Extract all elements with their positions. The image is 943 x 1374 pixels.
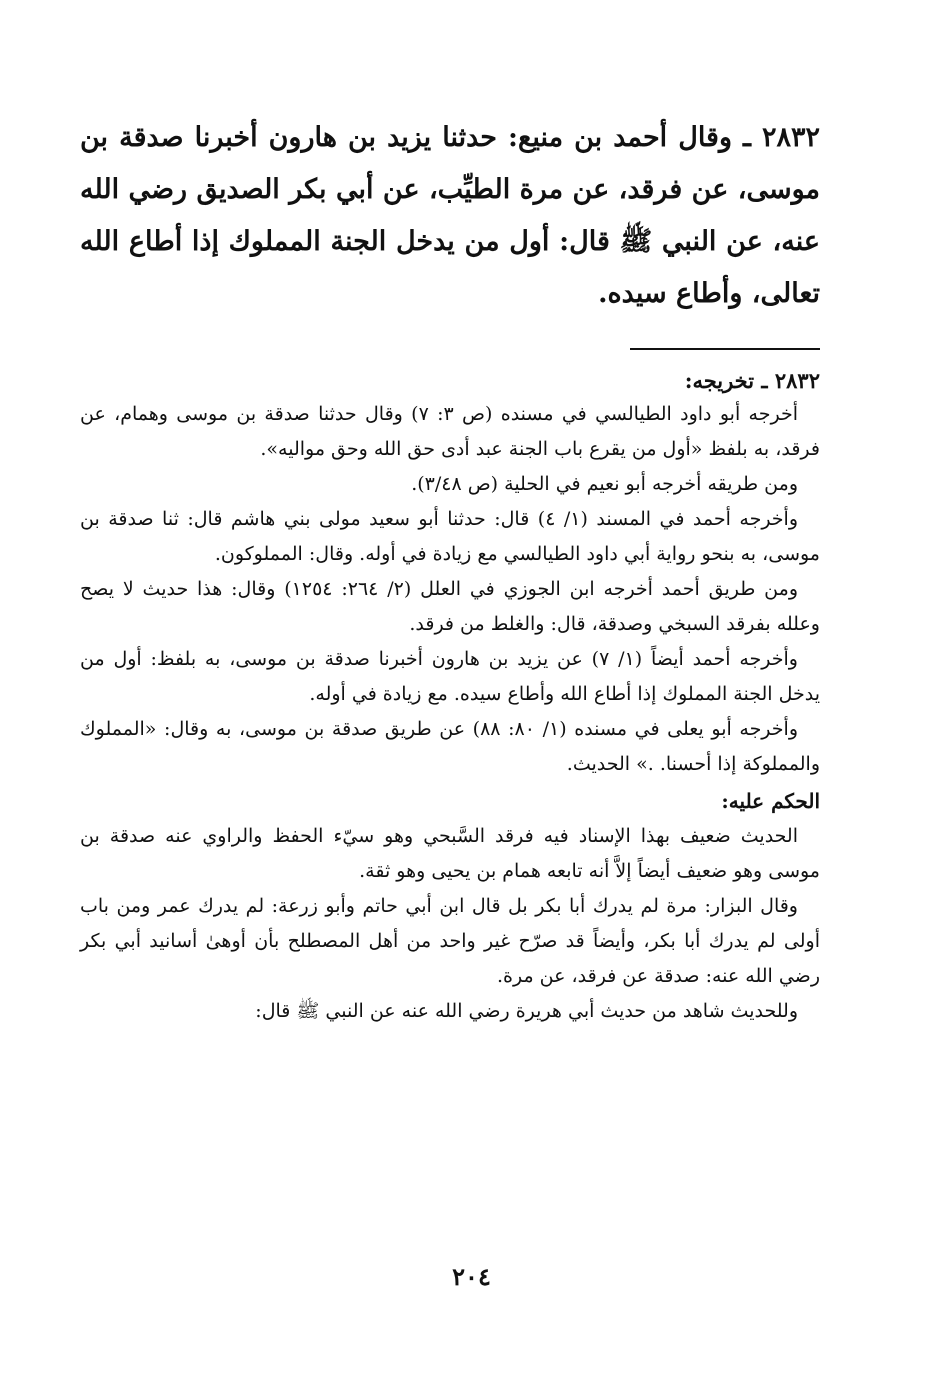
takhrij-paragraph: وأخرجه أبو يعلى في مسنده (١/ ٨٠: ٨٨) عن طريق صدقة بن موسى، به وقال: «المملوك والمملوكة إذا أحسنا. .» الحديث. xyxy=(80,718,820,775)
hadith-number: ٢٨٣٢ ـ xyxy=(743,122,820,153)
page-body xyxy=(80,112,820,1029)
page-number: ٢٠٤ xyxy=(452,1262,491,1291)
takhrij-paragraph: ومن طريقه أخرجه أبو نعيم في الحلية (ص ٣/٤٨). xyxy=(411,473,798,495)
takhrij-paragraph: وأخرجه أحمد في المسند (١/ ٤) قال: حدثنا أبو سعيد مولى بني هاشم قال: ثنا صدقة بن موسى، به بنحو رواية أبي داود الطيالسي مع زيادة في أوله. وقال: المملوكون. xyxy=(80,508,820,565)
takhrij-heading: ٢٨٣٢ ـ تخريجه: xyxy=(684,368,820,393)
hadith-text: وقال أحمد بن منيع: حدثنا يزيد بن هارون أخبرنا صدقة بن موسى، عن فرقد، عن مرة الطيِّب، عن أبي بكر الصديق رضي الله عنه، عن النبي ﷺ قال: أول من يدخل الجنة المملوك إذا أطاع الله تعالى، وأطاع سيده. xyxy=(80,122,820,309)
footnote-divider xyxy=(630,348,820,350)
takhrij-paragraph: وأخرجه أحمد أيضاً (١/ ٧) عن يزيد بن هارون أخبرنا صدقة بن موسى، به بلفظ: أول من يدخل الجنة المملوك إذا أطاع الله وأطاع سيده. مع زيادة في أوله. xyxy=(80,648,820,705)
ruling-heading: الحكم عليه: xyxy=(721,789,820,813)
takhrij-paragraph: ومن طريق أحمد أخرجه ابن الجوزي في العلل (٢/ ٢٦٤: ١٢٥٤) وقال: هذا حديث لا يصح وعلله بفرقد السبخي وصدقة، قال: والغلط من فرقد. xyxy=(80,578,820,635)
ruling-paragraph: وقال البزار: مرة لم يدرك أبا بكر بل قال ابن أبي حاتم وأبو زرعة: لم يدرك عمر ومن باب أولى لم يدرك أبا بكر، وأيضاً قد صرّح غير واحد من أهل المصطلح بأن أوهىٰ أسانيد أبي بكر رضي الله عنه: صدقة عن فرقد، عن مرة. xyxy=(80,895,820,987)
takhrij-paragraph: أخرجه أبو داود الطيالسي في مسنده (ص ٣: ٧) وقال حدثنا صدقة بن موسى وهمام، عن فرقد، به بلفظ «أول من يقرع باب الجنة عبد أدى حق الله وحق مواليه». xyxy=(80,403,820,460)
ruling-paragraph: وللحديث شاهد من حديث أبي هريرة رضي الله عنه عن النبي ﷺ قال: xyxy=(255,1000,798,1022)
ruling-paragraph: الحديث ضعيف بهذا الإسناد فيه فرقد السَّبحي وهو سيّء الحفظ والراوي عنه صدقة بن موسى وهو ضعيف أيضاً إلاَّ أنه تابعه همام بن يحيى وهو ثقة. xyxy=(80,825,820,882)
hadith-text-block xyxy=(80,112,820,320)
